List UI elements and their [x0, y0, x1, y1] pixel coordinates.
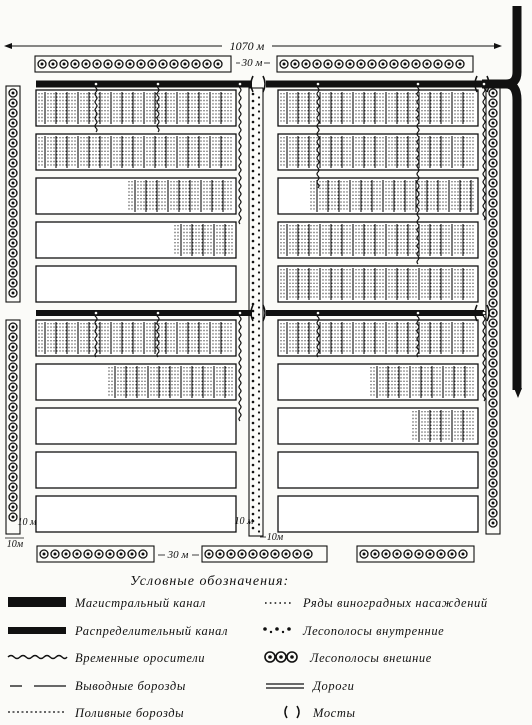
legend — [8, 574, 488, 720]
vineyard-plot — [36, 90, 236, 126]
legend-title: Условные обозначения: — [130, 574, 290, 589]
vineyard-plot — [36, 408, 236, 444]
outer-forest-strip — [277, 56, 473, 72]
legend-symbol-outer-forest-strips — [265, 652, 297, 662]
legend-label-inner-forest-strips: Лесополосы внутренние — [303, 624, 445, 638]
main-canal — [482, 6, 522, 398]
outer-forest-strip — [35, 56, 231, 72]
gap-top-label: 30 м — [241, 57, 263, 69]
outer-forest-strip — [202, 546, 327, 562]
legend-symbol-roads — [266, 684, 304, 688]
vineyard-plot — [36, 496, 236, 532]
legend-symbol-bridges — [285, 706, 299, 718]
legend-label-outlet-furrows: Выводные борозды — [75, 679, 186, 693]
outer-forest-strip — [6, 320, 20, 534]
legend-symbol-main-canal — [8, 597, 66, 607]
legend-label-distribution-canal: Распределительный канал — [75, 624, 229, 638]
temporary-irrigator — [239, 84, 241, 224]
legend-label-vineyard-rows: Ряды виноградных насаждений — [303, 596, 488, 610]
legend-label-irrigation-furrows: Поливные борозды — [75, 706, 185, 720]
strip-center-bottom-label: 10м — [266, 532, 284, 543]
gap-bottom-label: 30 м — [167, 549, 189, 561]
vineyard-plot — [36, 452, 236, 488]
total-width-label: 1070 м — [229, 39, 265, 53]
vineyard-plot — [278, 266, 478, 302]
legend-label-temporary-irrigators: Временные оросители — [75, 651, 206, 665]
outer-forest-strip — [6, 86, 20, 302]
outer-forest-strip — [357, 546, 474, 562]
temporary-irrigator — [239, 313, 241, 421]
legend-symbol-temporary-irrigators — [8, 656, 67, 659]
outer-forest-strip — [37, 546, 154, 562]
legend-symbol-distribution-canal — [8, 627, 66, 634]
vineyard-plot — [278, 320, 478, 356]
legend-label-bridges: Мосты — [313, 706, 356, 720]
vineyard-plot — [278, 90, 478, 126]
vineyard-plot — [278, 222, 478, 258]
vineyard-plot — [36, 222, 236, 258]
strip-left-label: 10 м — [17, 517, 37, 528]
strip-outer-label: 10м — [6, 539, 24, 550]
temporary-irrigator — [483, 313, 485, 401]
vineyard-plot — [278, 134, 478, 170]
temporary-irrigator — [483, 84, 485, 220]
legend-label-roads: Дороги — [313, 679, 355, 693]
vineyard-plot — [36, 364, 236, 400]
vineyard-plot — [278, 408, 478, 444]
legend-symbol-inner-forest-strips — [263, 627, 291, 633]
vineyard-plot — [36, 266, 236, 302]
vineyard-plot — [278, 452, 478, 488]
vineyard-plot — [278, 178, 478, 214]
vineyard-plot — [36, 178, 236, 214]
strip-center-label: 10 м — [234, 516, 254, 527]
vineyard-plot — [36, 320, 236, 356]
legend-label-outer-forest-strips: Лесополосы внешние — [310, 651, 432, 665]
total-width-dimension — [4, 39, 502, 53]
vineyard-plot — [278, 364, 478, 400]
vineyard-plot — [36, 134, 236, 170]
vineyard-plot — [278, 496, 478, 532]
legend-label-main-canal: Магистральный канал — [75, 596, 206, 610]
